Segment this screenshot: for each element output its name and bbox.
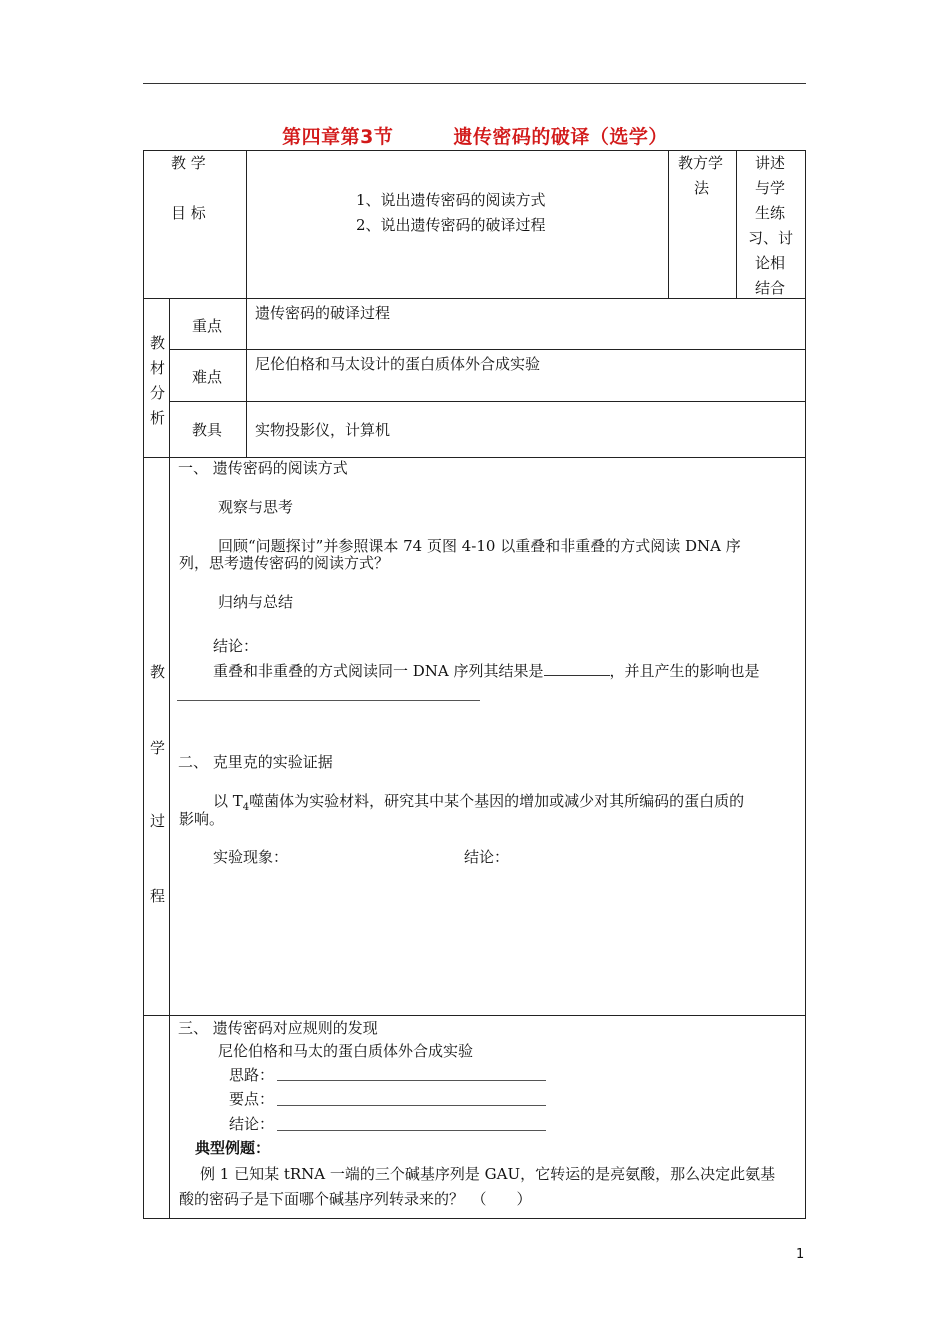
section3-heading: 三、 遗传密码对应规则的发现 bbox=[178, 1019, 378, 1037]
key-point-value: 遗传密码的破译过程 bbox=[255, 304, 391, 322]
title-chapter: 第四章第3节 bbox=[282, 126, 394, 148]
answer-blank-line bbox=[177, 700, 480, 701]
method-value-3: 生练 bbox=[755, 204, 786, 222]
conclusion-blank-line bbox=[277, 1130, 546, 1131]
section1-conclusion-text: 重叠和非重叠的方式阅读同一 DNA 序列其结果是 ，并且产生的影响也是 bbox=[213, 662, 760, 680]
key-point-label: 重点 bbox=[192, 317, 223, 335]
process-label-1: 教 bbox=[150, 663, 166, 681]
analysis-label-3: 分 bbox=[150, 384, 166, 402]
difficulty-label: 难点 bbox=[192, 368, 223, 386]
objective-item-2: 2、说出遗传密码的破译过程 bbox=[356, 216, 546, 234]
difficulty-value: 尼伦伯格和马太设计的蛋白质体外合成实验 bbox=[255, 355, 541, 373]
page-number: 1 bbox=[796, 1247, 805, 1262]
analysis-label-2: 材 bbox=[150, 359, 166, 377]
conclusion-label: 结论： bbox=[229, 1115, 275, 1133]
method-value-1: 讲述 bbox=[755, 154, 786, 172]
idea-blank-line bbox=[277, 1080, 546, 1081]
section1-summary: 归纳与总结 bbox=[218, 593, 294, 611]
process-label-2: 学 bbox=[150, 739, 166, 757]
section1-heading: 一、 遗传密码的阅读方式 bbox=[178, 459, 348, 477]
process-label-4: 程 bbox=[150, 887, 166, 905]
method-label-2: 法 bbox=[694, 179, 710, 197]
header-rule bbox=[143, 83, 806, 84]
section2-para-line2: 影响。 bbox=[179, 810, 225, 828]
example-line1: 例 1 已知某 tRNA 一端的三个碱基序列是 GAU，它转运的是亮氨酸，那么决定此氨基 bbox=[200, 1165, 776, 1183]
objectives-label-1: 教 学 bbox=[171, 154, 206, 172]
method-value-2: 与学 bbox=[755, 179, 786, 197]
analysis-label-4: 析 bbox=[150, 409, 166, 427]
section3-subheading: 尼伦伯格和马太的蛋白质体外合成实验 bbox=[218, 1042, 474, 1060]
key-points-label: 要点： bbox=[229, 1090, 275, 1108]
method-value-5: 论相 bbox=[755, 254, 786, 272]
teaching-aids-label: 教具 bbox=[192, 421, 223, 439]
analysis-label-1: 教 bbox=[150, 334, 166, 352]
section2-para-line1: 以 $T_4$噬菌体为实验材料，研究其中某个基因的增加或减少对其所编码的蛋白质的 bbox=[213, 792, 745, 813]
section2-heading: 二、 克里克的实验证据 bbox=[178, 753, 333, 771]
objective-item-1: 1、说出遗传密码的阅读方式 bbox=[356, 191, 546, 209]
process-label-3: 过 bbox=[150, 812, 166, 830]
experiment-conclusion-label: 结论： bbox=[464, 848, 510, 866]
method-label-1: 教方学 bbox=[678, 154, 724, 172]
section1-para-line1: 回顾“问题探讨”并参照课本 74 页图 4-10 以重叠和非重叠的方式阅读 DNA 序 bbox=[218, 537, 741, 555]
section1-conclusion-label: 结论： bbox=[213, 637, 259, 655]
idea-label: 思路： bbox=[229, 1066, 275, 1084]
objectives-label-2: 目 标 bbox=[171, 204, 206, 222]
example-heading: 典型例题： bbox=[195, 1139, 271, 1157]
method-value-6: 结合 bbox=[755, 279, 786, 297]
experiment-phenomenon-label: 实验现象： bbox=[213, 848, 289, 866]
key-points-blank-line bbox=[277, 1105, 546, 1106]
title-topic: 遗传密码的破译（选学） bbox=[453, 126, 668, 148]
example-line2: 酸的密码子是下面哪个碱基序列转录来的？ （ ） bbox=[179, 1190, 532, 1208]
section1-para-line2: 列，思考遗传密码的阅读方式？ bbox=[179, 554, 390, 572]
section1-observe: 观察与思考 bbox=[218, 498, 294, 516]
page-title bbox=[0, 122, 950, 149]
teaching-aids-value: 实物投影仪，计算机 bbox=[255, 421, 391, 439]
method-value-4: 习、讨 bbox=[748, 229, 794, 247]
